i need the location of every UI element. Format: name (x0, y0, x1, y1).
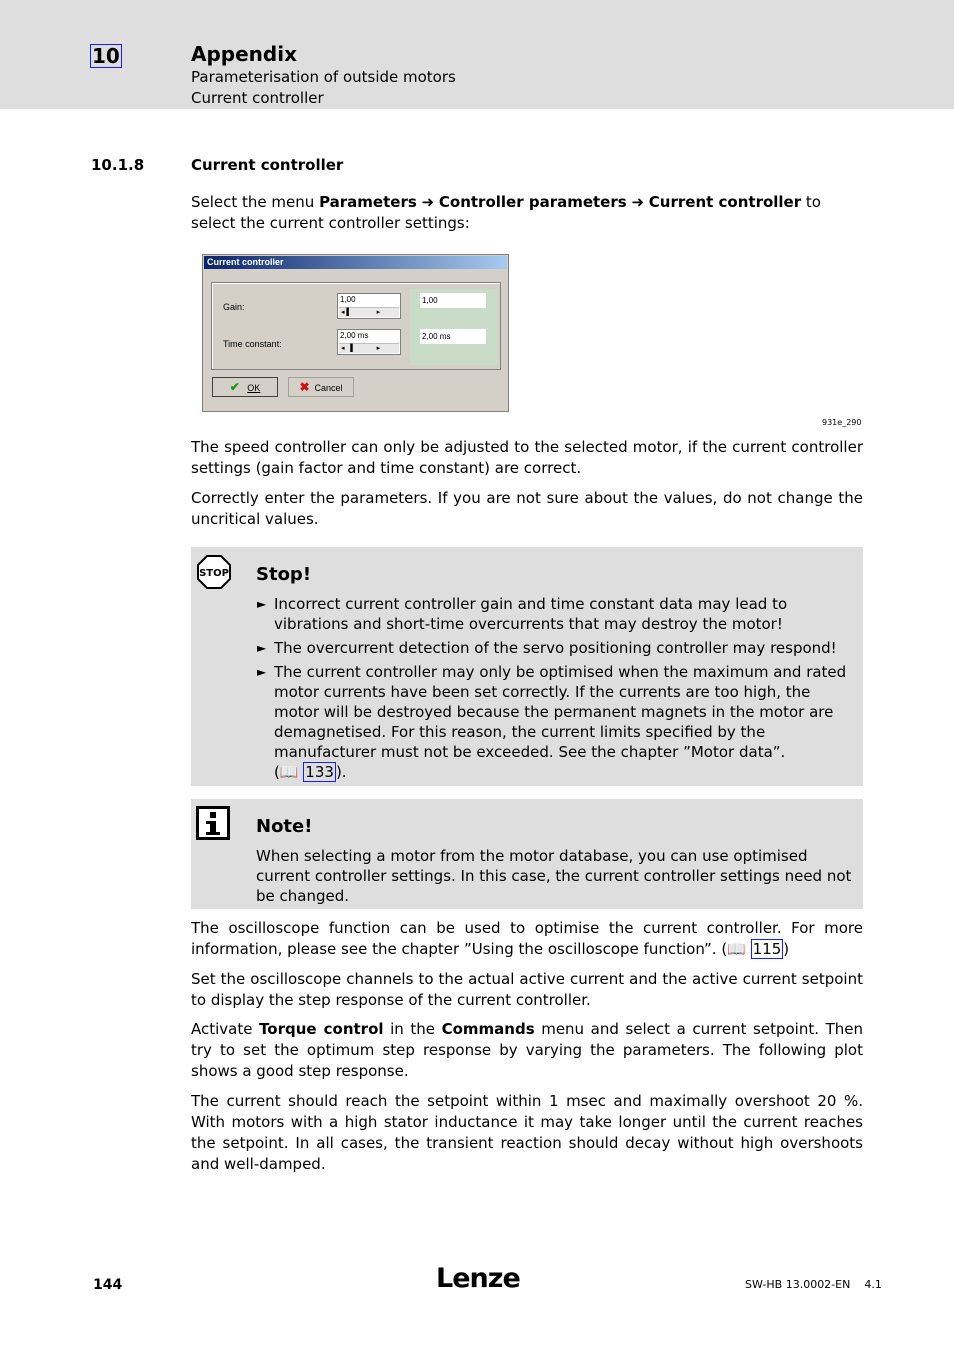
stop-title: Stop! (256, 564, 312, 585)
figure-id: 931e_290 (822, 418, 862, 427)
list-item: ► Incorrect current controller gain and time constant data may lead to vibrations and short-time overcurrents that may destroy the motor! (257, 595, 788, 633)
ok-button[interactable]: ✔ OK (212, 377, 278, 397)
document-id: SW-HB 13.0002-EN 4.1 (745, 1278, 882, 1291)
cancel-button[interactable]: ✖ Cancel (288, 377, 354, 397)
paragraph-3: The oscilloscope function can be used to optimise the current controller. For more information, please see the chapter ”Using the oscilloscope function”. (📖 115 ) (191, 919, 863, 958)
gain-field[interactable]: 1,00 ◂ ▌ ▸ (337, 293, 401, 319)
time-constant-slider[interactable]: ◂ ▌ ▸ (339, 343, 399, 353)
note-text: When selecting a motor from the motor database, you can use optimised current controller settings. In this case, the current controller settings need not be changed. (256, 847, 852, 905)
page-header (0, 0, 954, 109)
check-icon: ✔ (229, 380, 240, 394)
page-ref-link[interactable]: 133 (305, 763, 334, 781)
paragraph-6: The current should reach the setpoint within 1 msec and maximally overshoot 20 %. With motors with a high stator inductance it may take longer until the current reaches the setpoint. In all cases, the transient reaction should decay without high overshoots and well-damped. (191, 1092, 863, 1173)
section-number: 10.1.8 (91, 156, 145, 174)
paragraph-5: Activate Torque control in the Commands menu and select a current setpoint. Then try to set the optimum step response by varying the parameters. The following plot shows a good step response. (191, 1020, 863, 1080)
intro-paragraph: Select the menu Parameters ➜ Controller parameters ➜ Current controller to select the current controller settings: (191, 193, 821, 232)
time-constant-label: Time constant: (223, 339, 282, 349)
stop-box (191, 547, 863, 786)
paragraph-4: Set the oscilloscope channels to the actual active current and the active current setpoint to display the step response of the current controller. (191, 970, 863, 1009)
header-subtitle-1: Parameterisation of outside motors (191, 68, 456, 86)
chapter-number-link[interactable]: 10 (92, 44, 120, 68)
dialog-group (211, 282, 501, 370)
time-constant-field[interactable]: 2,00 ms ◂ ▌ ▸ (337, 329, 401, 355)
list-item: ► The current controller may only be optimised when the maximum and rated motor currents have been set correctly. If the currents are too high, the motor will be destroyed because the permanent magnets in the motor are demagnetised. For this reason, the current limits specified by the manufacturer must not be exceeded. See the chapter ”Motor data”. (📖 133 ). (257, 663, 847, 781)
gain-display: 1,00 (420, 293, 486, 308)
stop-sign-icon (197, 555, 231, 589)
page-ref-link[interactable]: 115 (752, 940, 782, 958)
note-box (191, 799, 863, 909)
time-constant-display: 2,00 ms (420, 329, 486, 344)
paragraph-2: Correctly enter the parameters. If you are not sure about the values, do not change the uncritical values. (191, 489, 863, 528)
current-controller-dialog (202, 254, 509, 412)
paragraph-1: The speed controller can only be adjusted to the selected motor, if the current controller settings (gain factor and time constant) are correct. (191, 438, 863, 477)
info-icon (196, 806, 230, 840)
stop-list (257, 594, 859, 786)
lenze-logo: Lenze (436, 1263, 520, 1294)
chapter-title: Appendix (191, 42, 297, 66)
gain-slider[interactable]: ◂ ▌ ▸ (339, 307, 399, 317)
gain-label: Gain: (223, 302, 245, 312)
note-title: Note! (256, 816, 313, 837)
svg-text:STOP: STOP (199, 568, 229, 579)
value-display-panel (410, 289, 498, 365)
close-icon: ✖ (299, 380, 310, 394)
page-number: 144 (93, 1277, 123, 1293)
dialog-title: Current controller (204, 256, 507, 269)
section-title: Current controller (191, 156, 344, 174)
list-item: ► The overcurrent detection of the servo positioning controller may respond! (257, 639, 837, 657)
header-subtitle-2: Current controller (191, 89, 324, 107)
